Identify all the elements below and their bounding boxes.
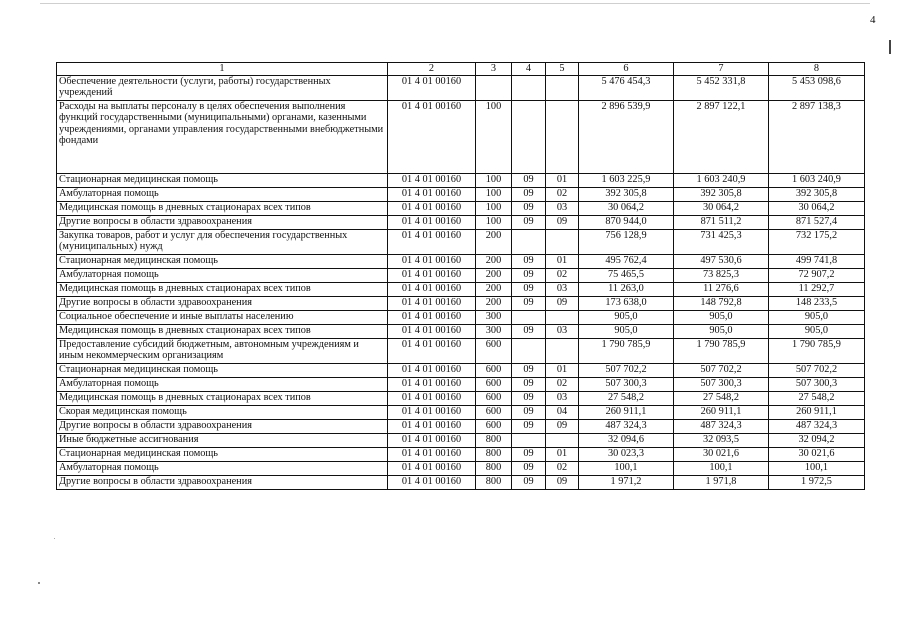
table-row [57, 447, 865, 461]
row-vr-cell: 800 [476, 433, 512, 447]
row-code-cell: 01 4 01 00160 [388, 187, 476, 201]
row-subsection-cell: 09 [546, 475, 579, 489]
table-header-row [57, 63, 865, 76]
header-cell: 7 [674, 63, 769, 76]
table-row [57, 363, 865, 377]
row-value-cell: 260 911,1 [769, 405, 865, 419]
row-section-cell: 09 [512, 268, 546, 282]
row-section-cell [512, 310, 546, 324]
row-subsection-cell: 02 [546, 377, 579, 391]
row-value-cell: 173 638,0 [579, 296, 674, 310]
row-subsection-cell [546, 310, 579, 324]
row-value-cell: 30 064,2 [579, 201, 674, 215]
row-value-cell: 27 548,2 [769, 391, 865, 405]
row-section-cell: 09 [512, 405, 546, 419]
row-subsection-cell: 03 [546, 324, 579, 338]
row-subsection-cell: 09 [546, 419, 579, 433]
row-section-cell: 09 [512, 215, 546, 229]
row-value-cell: 732 175,2 [769, 229, 865, 254]
row-section-cell: 09 [512, 377, 546, 391]
row-section-cell: 09 [512, 363, 546, 377]
scan-speck [54, 538, 55, 539]
budget-table [56, 62, 865, 490]
row-section-cell: 09 [512, 324, 546, 338]
row-value-cell: 1 603 240,9 [769, 173, 865, 187]
row-value-cell: 30 064,2 [674, 201, 769, 215]
row-code-cell: 01 4 01 00160 [388, 391, 476, 405]
row-code-cell: 01 4 01 00160 [388, 100, 476, 173]
row-name-cell: Социальное обеспечение и иные выплаты населению [57, 310, 388, 324]
row-subsection-cell [546, 338, 579, 363]
row-value-cell: 756 128,9 [579, 229, 674, 254]
row-value-cell: 871 511,2 [674, 215, 769, 229]
row-value-cell: 507 300,3 [769, 377, 865, 391]
row-vr-cell: 100 [476, 187, 512, 201]
row-subsection-cell [546, 229, 579, 254]
row-value-cell: 1 971,8 [674, 475, 769, 489]
header-cell: 5 [546, 63, 579, 76]
row-name-cell: Медицинская помощь в дневных стационарах всех типов [57, 391, 388, 405]
row-code-cell: 01 4 01 00160 [388, 173, 476, 187]
row-subsection-cell: 02 [546, 461, 579, 475]
row-subsection-cell: 09 [546, 215, 579, 229]
row-value-cell: 260 911,1 [674, 405, 769, 419]
row-value-cell: 30 023,3 [579, 447, 674, 461]
row-value-cell: 260 911,1 [579, 405, 674, 419]
row-value-cell: 392 305,8 [674, 187, 769, 201]
row-value-cell: 11 292,7 [769, 282, 865, 296]
row-code-cell: 01 4 01 00160 [388, 201, 476, 215]
row-name-cell: Другие вопросы в области здравоохранения [57, 296, 388, 310]
table-row [57, 391, 865, 405]
row-value-cell: 507 300,3 [579, 377, 674, 391]
row-vr-cell: 300 [476, 310, 512, 324]
row-vr-cell: 200 [476, 296, 512, 310]
row-code-cell: 01 4 01 00160 [388, 268, 476, 282]
row-vr-cell: 100 [476, 173, 512, 187]
row-subsection-cell: 01 [546, 254, 579, 268]
row-value-cell: 1 972,5 [769, 475, 865, 489]
row-name-cell: Предоставление субсидий бюджетным, автономным учреждениям и иным некоммерческим организациям [57, 338, 388, 363]
row-value-cell: 497 530,6 [674, 254, 769, 268]
row-value-cell: 1 790 785,9 [674, 338, 769, 363]
row-vr-cell: 600 [476, 377, 512, 391]
row-subsection-cell: 09 [546, 296, 579, 310]
row-name-cell: Амбулаторная помощь [57, 268, 388, 282]
table-row [57, 419, 865, 433]
row-value-cell: 27 548,2 [579, 391, 674, 405]
row-vr-cell: 100 [476, 201, 512, 215]
row-section-cell: 09 [512, 296, 546, 310]
row-subsection-cell: 03 [546, 282, 579, 296]
row-name-cell: Медицинская помощь в дневных стационарах всех типов [57, 282, 388, 296]
row-value-cell: 32 094,2 [769, 433, 865, 447]
row-code-cell: 01 4 01 00160 [388, 419, 476, 433]
row-code-cell: 01 4 01 00160 [388, 229, 476, 254]
table-row [57, 229, 865, 254]
table-row [57, 187, 865, 201]
row-vr-cell: 100 [476, 215, 512, 229]
row-name-cell: Другие вопросы в области здравоохранения [57, 419, 388, 433]
row-code-cell: 01 4 01 00160 [388, 377, 476, 391]
row-name-cell: Стационарная медицинская помощь [57, 447, 388, 461]
row-value-cell: 870 944,0 [579, 215, 674, 229]
row-vr-cell [476, 75, 512, 100]
row-value-cell: 507 300,3 [674, 377, 769, 391]
row-value-cell: 5 452 331,8 [674, 75, 769, 100]
row-code-cell: 01 4 01 00160 [388, 338, 476, 363]
row-value-cell: 2 897 122,1 [674, 100, 769, 173]
row-subsection-cell [546, 433, 579, 447]
row-code-cell: 01 4 01 00160 [388, 296, 476, 310]
scan-top-edge [40, 3, 870, 4]
row-value-cell: 905,0 [579, 310, 674, 324]
row-code-cell: 01 4 01 00160 [388, 254, 476, 268]
table-row [57, 433, 865, 447]
row-value-cell: 30 021,6 [674, 447, 769, 461]
row-value-cell: 905,0 [769, 324, 865, 338]
row-name-cell: Другие вопросы в области здравоохранения [57, 215, 388, 229]
row-value-cell: 1 790 785,9 [579, 338, 674, 363]
table-row [57, 338, 865, 363]
row-section-cell: 09 [512, 173, 546, 187]
table-row [57, 173, 865, 187]
row-subsection-cell: 01 [546, 447, 579, 461]
row-value-cell: 11 263,0 [579, 282, 674, 296]
row-vr-cell: 800 [476, 475, 512, 489]
row-section-cell [512, 338, 546, 363]
row-code-cell: 01 4 01 00160 [388, 447, 476, 461]
row-name-cell: Амбулаторная помощь [57, 187, 388, 201]
row-name-cell: Медицинская помощь в дневных стационарах всех типов [57, 324, 388, 338]
row-name-cell: Другие вопросы в области здравоохранения [57, 475, 388, 489]
row-value-cell: 507 702,2 [769, 363, 865, 377]
row-vr-cell: 200 [476, 282, 512, 296]
table-row [57, 268, 865, 282]
row-code-cell: 01 4 01 00160 [388, 433, 476, 447]
row-value-cell: 32 094,6 [579, 433, 674, 447]
row-code-cell: 01 4 01 00160 [388, 475, 476, 489]
row-subsection-cell: 03 [546, 391, 579, 405]
row-section-cell: 09 [512, 282, 546, 296]
row-name-cell: Иные бюджетные ассигнования [57, 433, 388, 447]
table-row [57, 215, 865, 229]
header-cell: 3 [476, 63, 512, 76]
header-cell: 8 [769, 63, 865, 76]
row-value-cell: 5 476 454,3 [579, 75, 674, 100]
row-vr-cell: 600 [476, 419, 512, 433]
row-section-cell [512, 100, 546, 173]
row-value-cell: 487 324,3 [579, 419, 674, 433]
row-name-cell: Стационарная медицинская помощь [57, 363, 388, 377]
row-value-cell: 905,0 [579, 324, 674, 338]
budget-table-body [57, 63, 865, 490]
row-subsection-cell: 01 [546, 173, 579, 187]
row-subsection-cell [546, 75, 579, 100]
table-row [57, 296, 865, 310]
row-section-cell: 09 [512, 419, 546, 433]
row-name-cell: Закупка товаров, работ и услуг для обеспечения государственных (муниципальных) нужд [57, 229, 388, 254]
row-vr-cell: 600 [476, 338, 512, 363]
row-code-cell: 01 4 01 00160 [388, 282, 476, 296]
row-value-cell: 2 896 539,9 [579, 100, 674, 173]
row-value-cell: 5 453 098,6 [769, 75, 865, 100]
row-code-cell: 01 4 01 00160 [388, 405, 476, 419]
row-value-cell: 499 741,8 [769, 254, 865, 268]
row-code-cell: 01 4 01 00160 [388, 324, 476, 338]
row-code-cell: 01 4 01 00160 [388, 461, 476, 475]
row-section-cell [512, 433, 546, 447]
row-section-cell [512, 229, 546, 254]
row-section-cell: 09 [512, 461, 546, 475]
row-vr-cell: 800 [476, 447, 512, 461]
row-section-cell: 09 [512, 187, 546, 201]
row-subsection-cell: 01 [546, 363, 579, 377]
table-row [57, 282, 865, 296]
row-section-cell: 09 [512, 254, 546, 268]
header-cell: 1 [57, 63, 388, 76]
row-name-cell: Стационарная медицинская помощь [57, 254, 388, 268]
row-value-cell: 100,1 [579, 461, 674, 475]
row-value-cell: 30 021,6 [769, 447, 865, 461]
page-number: 4 [870, 14, 876, 26]
row-value-cell: 72 907,2 [769, 268, 865, 282]
row-subsection-cell: 04 [546, 405, 579, 419]
row-section-cell: 09 [512, 447, 546, 461]
row-vr-cell: 600 [476, 405, 512, 419]
row-vr-cell: 200 [476, 268, 512, 282]
row-value-cell: 495 762,4 [579, 254, 674, 268]
row-subsection-cell: 02 [546, 268, 579, 282]
row-value-cell: 75 465,5 [579, 268, 674, 282]
row-value-cell: 487 324,3 [674, 419, 769, 433]
row-code-cell: 01 4 01 00160 [388, 310, 476, 324]
table-row [57, 461, 865, 475]
row-name-cell: Обеспечение деятельности (услуги, работы) государственных учреждений [57, 75, 388, 100]
row-subsection-cell: 02 [546, 187, 579, 201]
row-value-cell: 905,0 [674, 324, 769, 338]
row-code-cell: 01 4 01 00160 [388, 215, 476, 229]
row-value-cell: 1 971,2 [579, 475, 674, 489]
table-row [57, 475, 865, 489]
row-section-cell [512, 75, 546, 100]
row-vr-cell: 600 [476, 363, 512, 377]
row-vr-cell: 100 [476, 100, 512, 173]
scan-right-mark [889, 40, 891, 54]
header-cell: 4 [512, 63, 546, 76]
table-row [57, 254, 865, 268]
table-row [57, 377, 865, 391]
row-vr-cell: 200 [476, 229, 512, 254]
row-value-cell: 487 324,3 [769, 419, 865, 433]
row-value-cell: 507 702,2 [579, 363, 674, 377]
row-name-cell: Расходы на выплаты персоналу в целях обеспечения выполнения функций государственными (муниципальными) органами, казенными учреждениями, органами управления государственными внебюджетными фондами [57, 100, 388, 173]
row-value-cell: 392 305,8 [769, 187, 865, 201]
row-value-cell: 1 790 785,9 [769, 338, 865, 363]
row-vr-cell: 200 [476, 254, 512, 268]
row-value-cell: 1 603 225,9 [579, 173, 674, 187]
row-value-cell: 100,1 [769, 461, 865, 475]
row-name-cell: Амбулаторная помощь [57, 377, 388, 391]
row-vr-cell: 800 [476, 461, 512, 475]
row-subsection-cell [546, 100, 579, 173]
row-code-cell: 01 4 01 00160 [388, 75, 476, 100]
row-name-cell: Медицинская помощь в дневных стационарах всех типов [57, 201, 388, 215]
table-row [57, 75, 865, 100]
header-cell: 6 [579, 63, 674, 76]
row-value-cell: 73 825,3 [674, 268, 769, 282]
row-subsection-cell: 03 [546, 201, 579, 215]
row-value-cell: 731 425,3 [674, 229, 769, 254]
row-value-cell: 148 233,5 [769, 296, 865, 310]
row-value-cell: 30 064,2 [769, 201, 865, 215]
table-row [57, 310, 865, 324]
row-value-cell: 32 093,5 [674, 433, 769, 447]
row-value-cell: 100,1 [674, 461, 769, 475]
row-vr-cell: 300 [476, 324, 512, 338]
row-value-cell: 148 792,8 [674, 296, 769, 310]
row-value-cell: 1 603 240,9 [674, 173, 769, 187]
row-value-cell: 11 276,6 [674, 282, 769, 296]
row-name-cell: Амбулаторная помощь [57, 461, 388, 475]
row-value-cell: 905,0 [769, 310, 865, 324]
row-section-cell: 09 [512, 391, 546, 405]
row-code-cell: 01 4 01 00160 [388, 363, 476, 377]
scan-speck [38, 582, 40, 584]
table-row [57, 324, 865, 338]
row-value-cell: 27 548,2 [674, 391, 769, 405]
row-value-cell: 507 702,2 [674, 363, 769, 377]
row-section-cell: 09 [512, 201, 546, 215]
row-name-cell: Стационарная медицинская помощь [57, 173, 388, 187]
table-row [57, 100, 865, 173]
table-row [57, 405, 865, 419]
row-value-cell: 871 527,4 [769, 215, 865, 229]
header-cell: 2 [388, 63, 476, 76]
row-value-cell: 2 897 138,3 [769, 100, 865, 173]
row-value-cell: 905,0 [674, 310, 769, 324]
row-section-cell: 09 [512, 475, 546, 489]
row-value-cell: 392 305,8 [579, 187, 674, 201]
row-name-cell: Скорая медицинская помощь [57, 405, 388, 419]
row-vr-cell: 600 [476, 391, 512, 405]
table-row [57, 201, 865, 215]
